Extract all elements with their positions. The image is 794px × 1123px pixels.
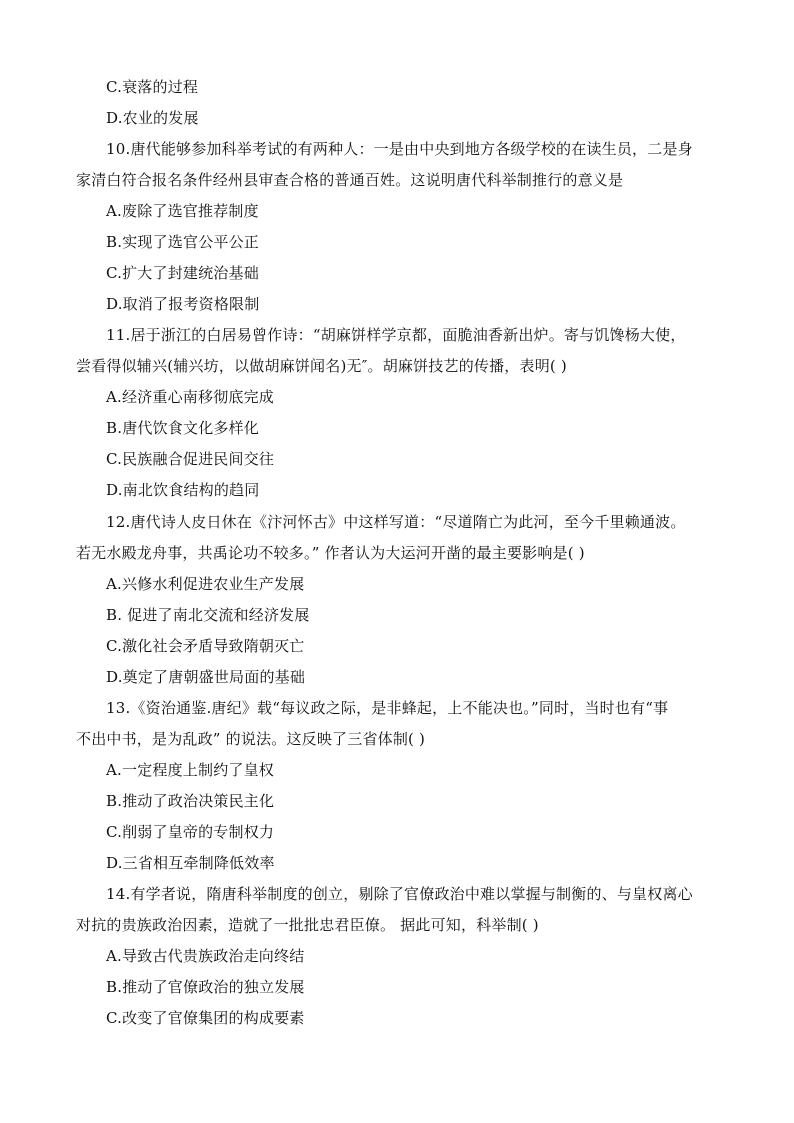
q11-option-d: D.南北饮食结构的趋同 [106, 481, 260, 499]
q14-option-b: B.推动了官僚政治的独立发展 [106, 978, 305, 996]
q11-option-b: B.唐代饮食文化多样化 [106, 419, 259, 437]
q10-stem-line2: 家清白符合报名条件经州县审查合格的普通百姓。这说明唐代科举制推行的意义是 [76, 171, 624, 189]
q12-stem-line2: 若无水殿龙舟事，共禹论功不较多。” 作者认为大运河开凿的最主要影响是( ) [76, 544, 585, 562]
q13-option-d: D.三省相互牵制降低效率 [106, 854, 275, 872]
q13-stem-line1: 13.《资治通鉴.唐纪》载“每议政之际，是非蜂起，上不能决也。”同时，当时也有“事 [106, 699, 669, 717]
q13-option-b: B.推动了政治决策民主化 [106, 792, 275, 810]
q12-option-a: A.兴修水利促进农业生产发展 [106, 575, 305, 593]
q11-stem-line2: 尝看得似辅兴(辅兴坊，以做胡麻饼闻名)无″。胡麻饼技艺的传播，表明( ) [76, 357, 567, 375]
q11-option-a: A.经济重心南移彻底完成 [106, 388, 275, 406]
q14-stem-line1: 14.有学者说，隋唐科举制度的创立，剔除了官僚政治中难以掌握与制衡的、与皇权离心 [106, 885, 693, 903]
q12-option-b: B. 促进了南北交流和经济发展 [106, 606, 310, 624]
q10-option-d: D.取消了报考资格限制 [106, 295, 260, 313]
q13-option-c: C.削弱了皇帝的专制权力 [106, 823, 275, 841]
q10-option-c: C.扩大了封建统治基础 [106, 264, 259, 282]
q10-stem-line1: 10.唐代能够参加科举考试的有两种人：一是由中央到地方各级学校的在读生员，二是身 [106, 140, 693, 158]
q13-option-a: A.一定程度上制约了皇权 [106, 761, 275, 779]
q14-option-c: C.改变了官僚集团的构成要素 [106, 1009, 305, 1027]
q12-option-c: C.激化社会矛盾导致隋朝灭亡 [106, 637, 305, 655]
q9-option-c: C.衰落的过程 [106, 78, 199, 96]
q14-stem-line2: 对抗的贵族政治因素，造就了一批批忠君臣僚。 据此可知，科举制( ) [76, 916, 539, 934]
q10-option-a: A.废除了选官推荐制度 [106, 202, 259, 220]
q10-option-b: B.实现了选官公平公正 [106, 233, 259, 251]
q13-stem-line2: 不出中书，是为乱政” 的说法。这反映了三省体制( ) [76, 730, 426, 748]
q11-stem-line1: 11.居于浙江的白居易曾作诗：“胡麻饼样学京都，面脆油香新出炉。寄与饥馋杨大使， [106, 326, 686, 344]
q14-option-a: A.导致古代贵族政治走向终结 [106, 947, 305, 965]
q12-option-d: D.奠定了唐朝盛世局面的基础 [106, 668, 306, 686]
q11-option-c: C.民族融合促进民间交往 [106, 450, 275, 468]
q9-option-d: D.农业的发展 [106, 109, 199, 127]
q12-stem-line1: 12.唐代诗人皮日休在《汴河怀古》中这样写道：“尽道隋亡为此河，至今千里赖通波。 [106, 513, 686, 531]
